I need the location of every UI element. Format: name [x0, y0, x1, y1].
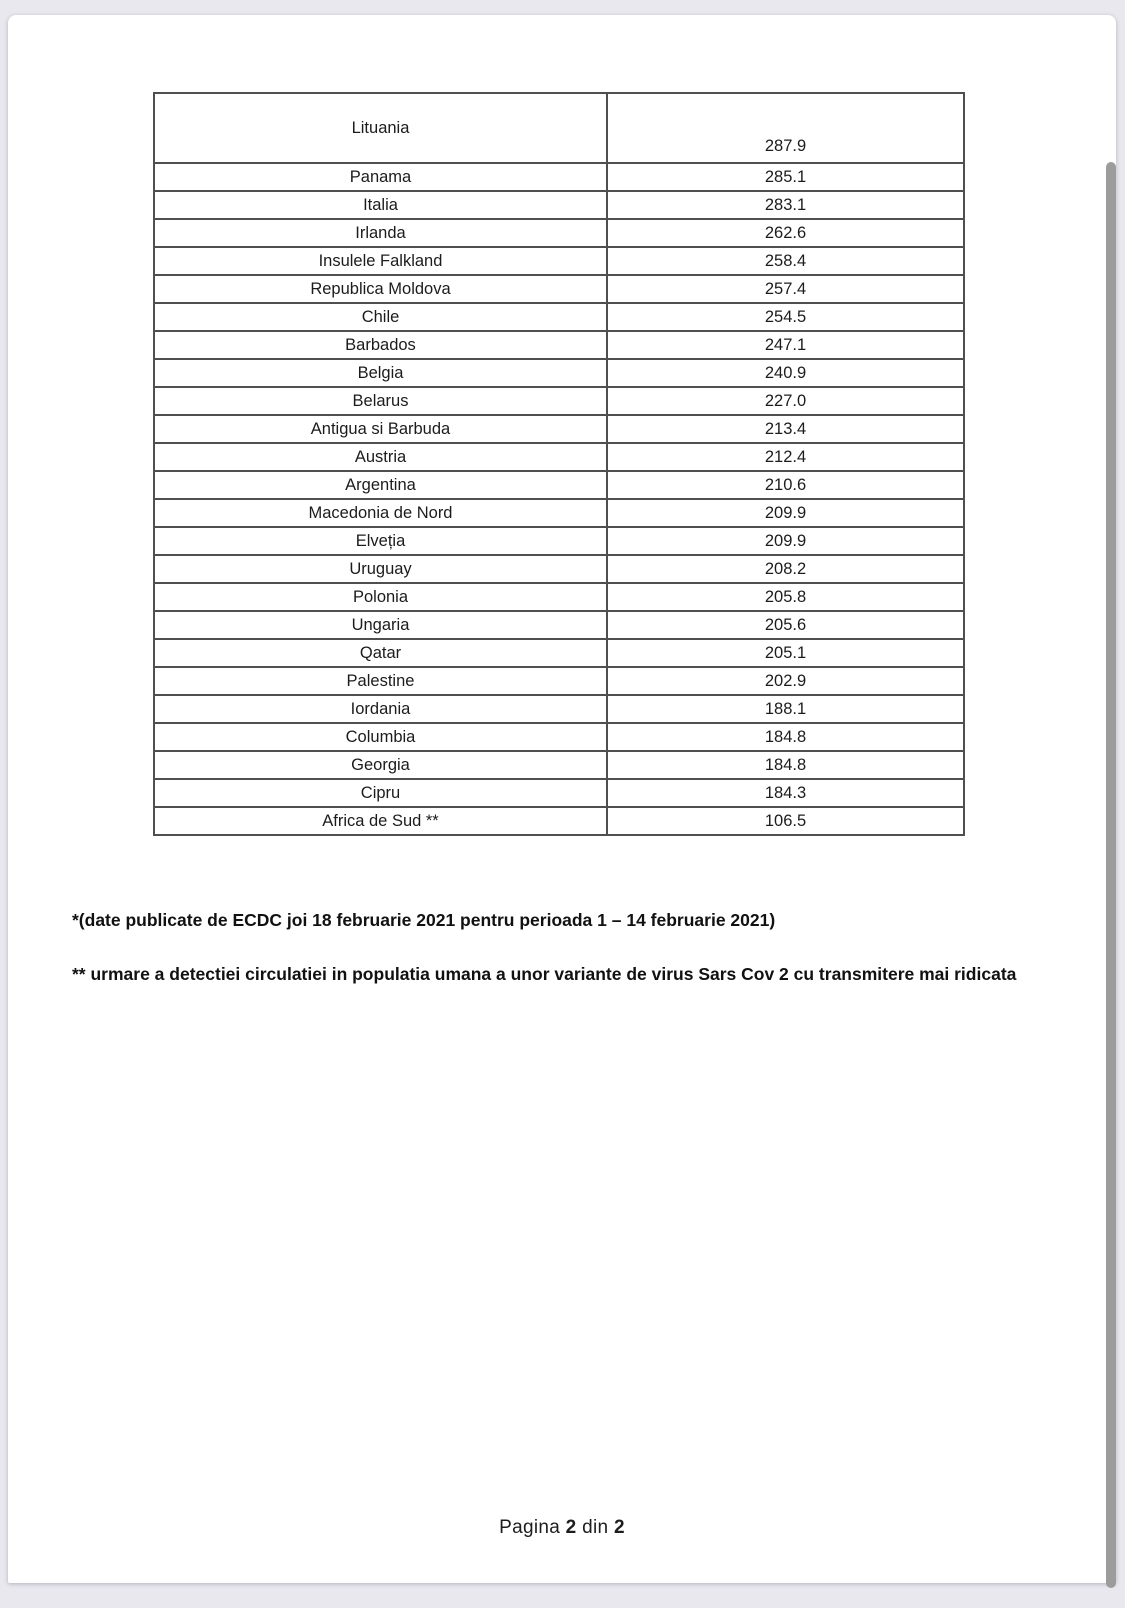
table-row — [154, 303, 964, 331]
value-cell: 205.6 — [607, 611, 964, 639]
table-row — [154, 779, 964, 807]
table-row — [154, 611, 964, 639]
value-cell: 212.4 — [607, 443, 964, 471]
value-cell: 106.5 — [607, 807, 964, 835]
table-row — [154, 807, 964, 835]
country-cell: Ungaria — [154, 611, 607, 639]
country-cell: Irlanda — [154, 219, 607, 247]
country-cell: Republica Moldova — [154, 275, 607, 303]
country-cell: Italia — [154, 191, 607, 219]
table-row — [154, 359, 964, 387]
value-cell: 210.6 — [607, 471, 964, 499]
table-row — [154, 639, 964, 667]
incidence-table — [153, 92, 965, 836]
document-page — [8, 15, 1116, 1583]
table-row — [154, 443, 964, 471]
country-cell: Africa de Sud ** — [154, 807, 607, 835]
country-cell: Chile — [154, 303, 607, 331]
country-cell: Panama — [154, 163, 607, 191]
country-cell: Antigua si Barbuda — [154, 415, 607, 443]
table-row — [154, 723, 964, 751]
footnote-variants: ** urmare a detectiei circulatiei in populatia umana a unor variante de virus Sars Cov 2 cu transmitere mai ridicata — [72, 964, 1017, 984]
value-cell: 188.1 — [607, 695, 964, 723]
footnote-ecdc-date: *(date publicate de ECDC joi 18 februarie 2021 pentru perioada 1 – 14 februarie 2021) — [72, 910, 776, 930]
table-row — [154, 499, 964, 527]
page-footer-label: Pagina — [499, 1517, 561, 1538]
country-cell: Qatar — [154, 639, 607, 667]
country-cell: Argentina — [154, 471, 607, 499]
value-cell: 209.9 — [607, 527, 964, 555]
country-cell: Uruguay — [154, 555, 607, 583]
table-row — [154, 555, 964, 583]
table-row — [154, 387, 964, 415]
country-cell: Iordania — [154, 695, 607, 723]
value-cell: 184.8 — [607, 751, 964, 779]
country-cell: Palestine — [154, 667, 607, 695]
table-body — [154, 93, 964, 835]
value-cell: 202.9 — [607, 667, 964, 695]
value-cell: 227.0 — [607, 387, 964, 415]
value-cell: 287.9 — [607, 93, 964, 163]
page-footer-current: 2 — [565, 1517, 577, 1538]
country-cell: Georgia — [154, 751, 607, 779]
country-cell: Macedonia de Nord — [154, 499, 607, 527]
table-row — [154, 93, 964, 163]
page-footer-total: 2 — [614, 1517, 625, 1538]
table-row — [154, 247, 964, 275]
table-row — [154, 583, 964, 611]
country-cell: Barbados — [154, 331, 607, 359]
table-row — [154, 695, 964, 723]
country-cell: Lituania — [154, 93, 607, 163]
vertical-scrollbar-thumb[interactable] — [1106, 162, 1116, 1588]
country-cell: Polonia — [154, 583, 607, 611]
value-cell: 262.6 — [607, 219, 964, 247]
table-row — [154, 667, 964, 695]
value-cell: 213.4 — [607, 415, 964, 443]
page-number-footer — [8, 1517, 1116, 1539]
country-cell: Belarus — [154, 387, 607, 415]
value-cell: 285.1 — [607, 163, 964, 191]
country-cell: Columbia — [154, 723, 607, 751]
page-footer-separator: din — [582, 1517, 609, 1538]
value-cell: 240.9 — [607, 359, 964, 387]
value-cell: 205.1 — [607, 639, 964, 667]
table-row — [154, 751, 964, 779]
footnotes — [72, 908, 1062, 990]
value-cell: 258.4 — [607, 247, 964, 275]
table-row — [154, 275, 964, 303]
country-cell: Austria — [154, 443, 607, 471]
value-cell: 205.8 — [607, 583, 964, 611]
value-cell: 209.9 — [607, 499, 964, 527]
table-row — [154, 415, 964, 443]
table-row — [154, 191, 964, 219]
value-cell: 184.3 — [607, 779, 964, 807]
table-row — [154, 331, 964, 359]
country-cell: Belgia — [154, 359, 607, 387]
value-cell: 184.8 — [607, 723, 964, 751]
table-row — [154, 219, 964, 247]
value-cell: 247.1 — [607, 331, 964, 359]
value-cell: 254.5 — [607, 303, 964, 331]
value-cell: 208.2 — [607, 555, 964, 583]
table-row — [154, 163, 964, 191]
table-row — [154, 527, 964, 555]
value-cell: 257.4 — [607, 275, 964, 303]
country-cell: Elveția — [154, 527, 607, 555]
value-cell: 283.1 — [607, 191, 964, 219]
table-row — [154, 471, 964, 499]
country-cell: Cipru — [154, 779, 607, 807]
country-cell: Insulele Falkland — [154, 247, 607, 275]
